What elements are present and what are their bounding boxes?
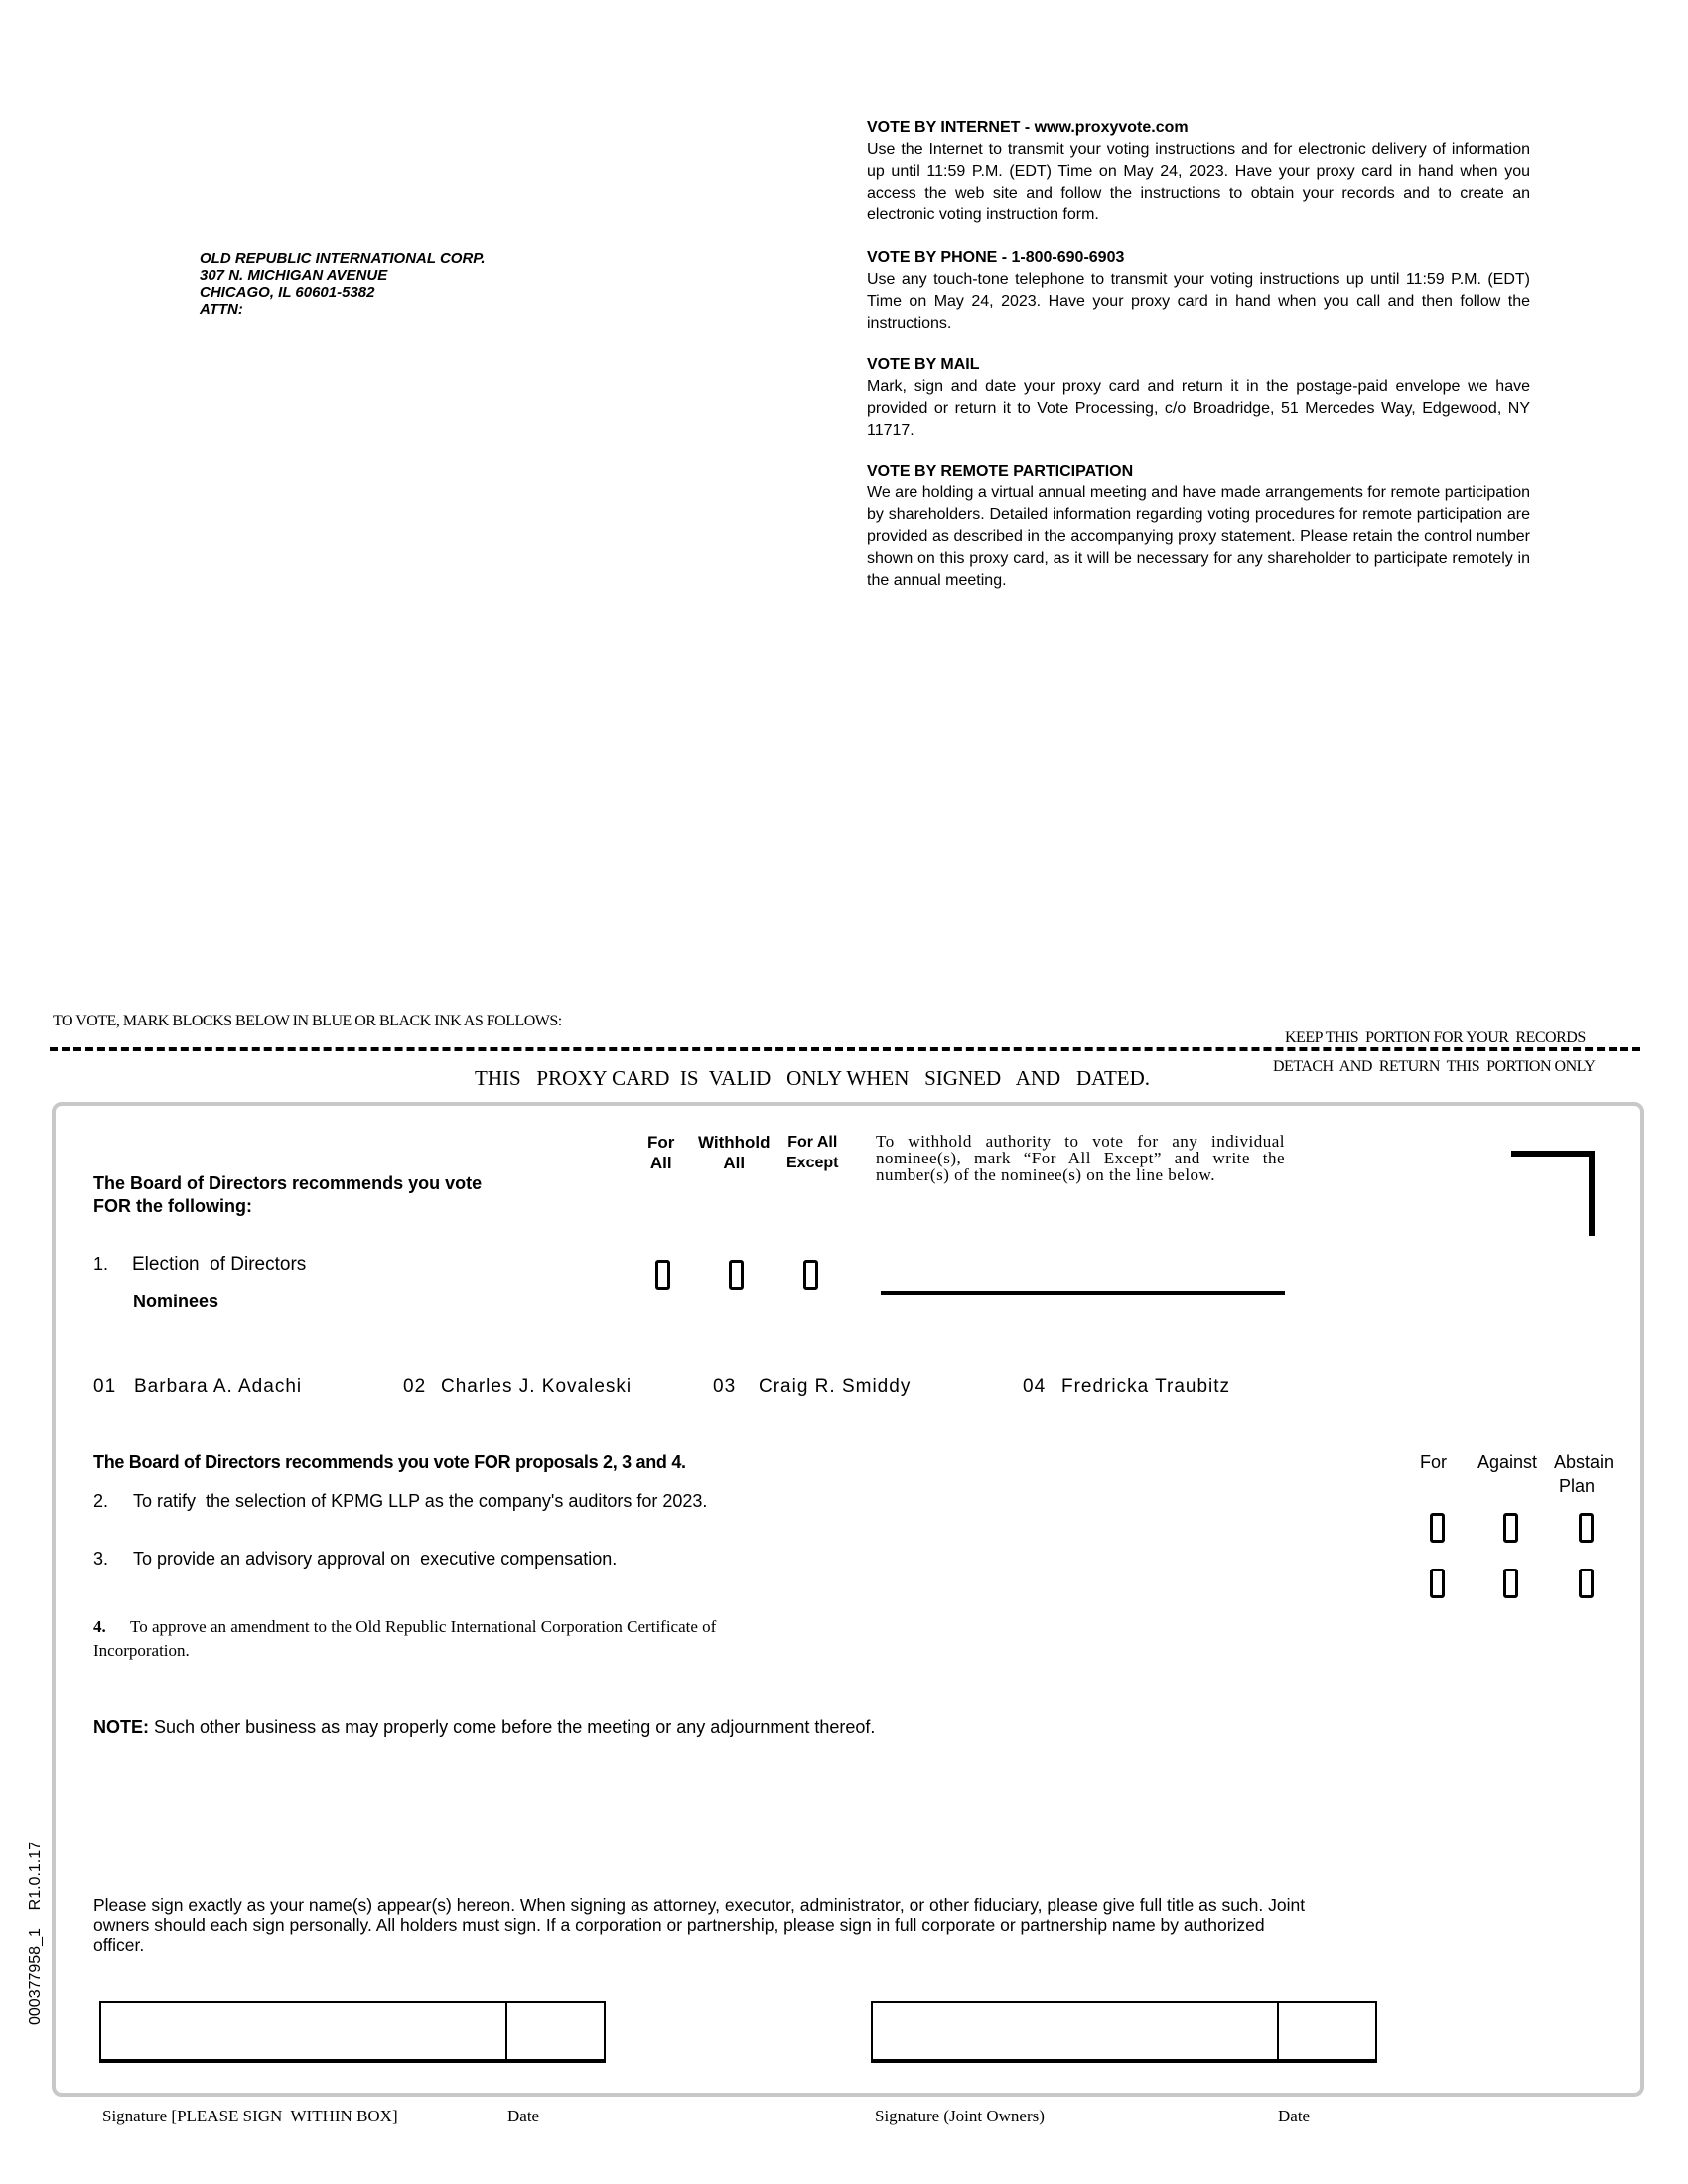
signature-label: Signature [PLEASE SIGN WITHIN BOX] — [102, 2107, 398, 2125]
nominee-number: 01 — [93, 1376, 117, 1397]
proposal-4-text-cont: Incorporation. — [93, 1641, 190, 1660]
joint-signature-label: Signature (Joint Owners) — [875, 2107, 1045, 2125]
text-line: For — [647, 1133, 675, 1152]
header-against: Against — [1477, 1452, 1538, 1472]
nominee-name: Barbara A. Adachi — [134, 1376, 303, 1397]
proposal-4-number: 4. — [93, 1617, 106, 1636]
nominee-number: 02 — [403, 1376, 427, 1397]
header-for: For — [1420, 1452, 1447, 1472]
proposal-4-text: To approve an amendment to the Old Republic International Corporation Certificate of — [130, 1617, 717, 1636]
checkbox-p2-for[interactable] — [1430, 1513, 1445, 1543]
checkbox-for-all-except[interactable] — [803, 1260, 818, 1290]
section-title: VOTE BY MAIL — [867, 356, 980, 373]
text-line: For All — [787, 1134, 838, 1151]
text-line: FOR the following: — [93, 1196, 252, 1216]
nominee-name: Charles J. Kovaleski — [441, 1376, 633, 1397]
vote-by-remote — [867, 461, 1530, 592]
vote-by-internet — [867, 117, 1530, 226]
ink-instructions: TO VOTE, MARK BLOCKS BELOW IN BLUE OR BLACK INK AS FOLLOWS: — [53, 1013, 562, 1029]
checkbox-withhold-all[interactable] — [729, 1260, 744, 1290]
checkbox-for-all[interactable] — [655, 1260, 670, 1290]
vote-by-phone — [867, 247, 1530, 335]
text-line: All — [649, 1154, 672, 1172]
date-divider — [505, 2003, 507, 2059]
section-text: Use any touch-tone telephone to transmit your voting instructions up until 11:59 P.M. (EDT) Time on May 24, 2023. Have your proxy card in hand when you call and then follow the instructions. — [867, 271, 1530, 332]
section-title: VOTE BY REMOTE PARTICIPATION — [867, 463, 1134, 479]
section-title: VOTE BY PHONE - 1-800-690-6903 — [867, 249, 1125, 266]
withhold-instructions: To withhold authority to vote for any individual nominee(s), mark “For All Except” and write the number(s) of the nominee(s) on the line below. — [876, 1132, 1285, 1184]
checkbox-p3-abstain[interactable] — [1579, 1569, 1594, 1598]
corner-registration-mark — [1511, 1151, 1595, 1236]
checkbox-p2-against[interactable] — [1503, 1513, 1518, 1543]
proposal-2-number: 2. — [93, 1491, 109, 1511]
vote-by-mail — [867, 354, 1530, 442]
checkbox-p3-against[interactable] — [1503, 1569, 1518, 1598]
text-line: Withhold — [698, 1133, 771, 1152]
header-for-all — [647, 1132, 674, 1173]
nominee-number: 04 — [1023, 1376, 1047, 1397]
text-line: Except — [786, 1155, 839, 1171]
except-nominee-line[interactable] — [881, 1291, 1285, 1295]
nominee-name: Craig R. Smiddy — [759, 1376, 912, 1397]
detach-line — [50, 1047, 1640, 1051]
proposal-3-number: 3. — [93, 1549, 109, 1569]
header-for-all-except — [786, 1132, 838, 1173]
signature-box[interactable] — [99, 2001, 606, 2063]
proposal-3-text: To provide an advisory approval on executive compensation. — [133, 1549, 618, 1569]
nominee-number: 03 — [713, 1376, 737, 1397]
address-line: CHICAGO, IL 60601-5382 — [200, 284, 375, 301]
address-line: OLD REPUBLIC INTERNATIONAL CORP. — [200, 250, 486, 267]
joint-date-label: Date — [1278, 2107, 1311, 2125]
sign-instructions: Please sign exactly as your name(s) appear(s) hereon. When signing as attorney, executor, administrator, or other fiduciary, please give full title as such. Joint owners should each sign personally. All holders must sign. If a corporation or partnership, please sign in full corporate or partnership name by authorized officer. — [93, 1895, 1306, 1955]
text-line: All — [723, 1154, 746, 1172]
mailing-address — [200, 250, 486, 318]
section-text: Use the Internet to transmit your voting instructions and for electronic delivery of information up until 11:59 P.M. (EDT) Time on May 24, 2023. Have your proxy card in hand when you access the web site and follow the instructions to obtain your records and to create an electronic voting instruction form. — [867, 141, 1530, 223]
valid-notice: THIS PROXY CARD IS VALID ONLY WHEN SIGNED AND DATED. — [475, 1066, 1151, 1090]
section-title: VOTE BY INTERNET - www.proxyvote.com — [867, 119, 1189, 136]
keep-portion-label: KEEP THIS PORTION FOR YOUR RECORDS — [1285, 1029, 1586, 1046]
text-line: The Board of Directors recommends you vote — [93, 1173, 483, 1193]
date-divider — [1277, 2003, 1279, 2059]
section-text: Mark, sign and date your proxy card and return it in the postage-paid envelope we have provided or return it to Vote Processing, c/o Broadridge, 51 Mercedes Way, Edgewood, NY 11717. — [867, 378, 1530, 439]
address-line: ATTN: — [200, 301, 243, 318]
item1-number: 1. — [93, 1254, 109, 1274]
item1-label: Election of Directors — [132, 1254, 307, 1275]
header-abstain: Abstain — [1554, 1452, 1615, 1472]
checkbox-p3-for[interactable] — [1430, 1569, 1445, 1598]
checkbox-p2-abstain[interactable] — [1579, 1513, 1594, 1543]
date-label: Date — [507, 2107, 540, 2125]
header-withhold-all — [698, 1132, 771, 1173]
joint-signature-box[interactable] — [871, 2001, 1377, 2063]
proposal-2-text: To ratify the selection of KPMG LLP as the company's auditors for 2023. — [133, 1491, 708, 1511]
address-line: 307 N. MICHIGAN AVENUE — [200, 267, 388, 284]
detach-portion-label: DETACH AND RETURN THIS PORTION ONLY — [1273, 1058, 1596, 1075]
board-recommendation — [93, 1172, 482, 1218]
note — [93, 1717, 875, 1738]
note-label: NOTE: — [93, 1717, 149, 1737]
note-text: Such other business as may properly come before the meeting or any adjournment thereof. — [154, 1717, 876, 1737]
board-recommendation-proposals: The Board of Directors recommends you vote FOR proposals 2, 3 and 4. — [93, 1452, 686, 1472]
section-text: We are holding a virtual annual meeting and have made arrangements for remote participation by shareholders. Detailed information regarding voting procedures for remote participation are provided as described in the accompanying proxy statement. Please retain the control number shown on this proxy card, as it will be necessary for any shareholder to participate remotely in the annual meeting. — [867, 484, 1530, 589]
form-code: 000377958_1 R1.0.1.17 — [27, 1841, 44, 2025]
header-plan: Plan — [1559, 1476, 1596, 1496]
nominee-name: Fredricka Traubitz — [1061, 1376, 1231, 1397]
nominees-label: Nominees — [133, 1292, 219, 1311]
